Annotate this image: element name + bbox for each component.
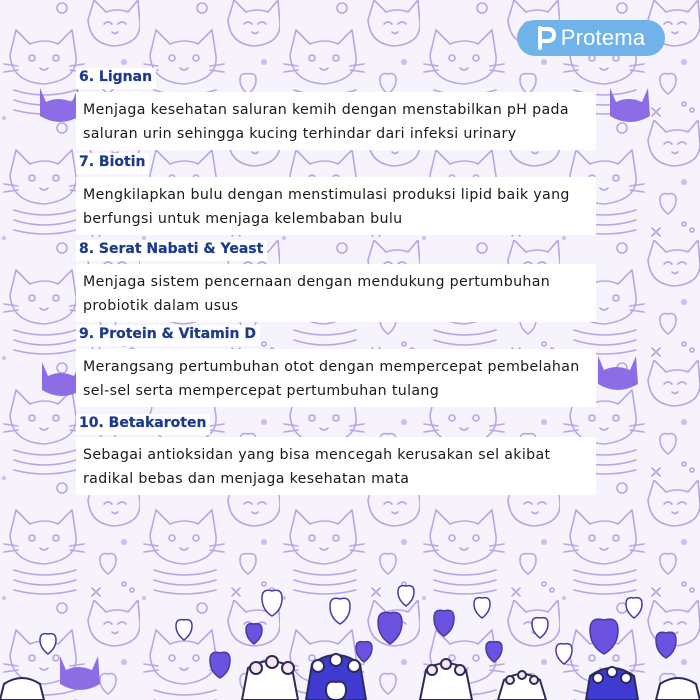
description-line: Sebagai antioksidan yang bisa mencegah kerusakan sel akibat [83, 447, 551, 463]
description-line: saluran urin sehingga kucing terhindar dari infeksi urinary [83, 126, 517, 142]
description-line: Merangsang pertumbuhan otot dengan mempercepat pembelahan [83, 359, 580, 375]
item-description-protein-vitamin-d [76, 349, 596, 407]
item-title-betakaroten: 10. Betakaroten [76, 414, 210, 435]
description-line: sel-sel serta mempercepat pertumbuhan tulang [83, 383, 440, 399]
item-description-biotin [76, 177, 596, 235]
item-title-serat-nabati: 8. Serat Nabati & Yeast [76, 240, 267, 261]
description-line: radikal bebas dan menjaga kesehatan mata [83, 471, 410, 487]
description-line: Menjaga sistem pencernaan dengan mendukung pertumbuhan [83, 274, 551, 290]
item-title-lignan: 6. Lignan [76, 68, 156, 89]
item-title-protein-vitamin-d: 9. Protein & Vitamin D [76, 325, 260, 346]
item-description-betakaroten [76, 437, 596, 495]
description-line: berfungsi untuk menjaga kelembaban bulu [83, 211, 403, 227]
description-line: Menjaga kesehatan saluran kemih dengan menstabilkan pH pada [83, 102, 569, 118]
protema-logo-text: Protema [560, 24, 646, 50]
description-line: Mengkilapkan bulu dengan menstimulasi produksi lipid baik yang [83, 187, 570, 203]
item-description-serat-nabati [76, 264, 596, 322]
description-line: probiotik dalam usus [83, 298, 239, 314]
item-title-biotin: 7. Biotin [76, 153, 149, 174]
item-description-lignan [76, 92, 596, 150]
